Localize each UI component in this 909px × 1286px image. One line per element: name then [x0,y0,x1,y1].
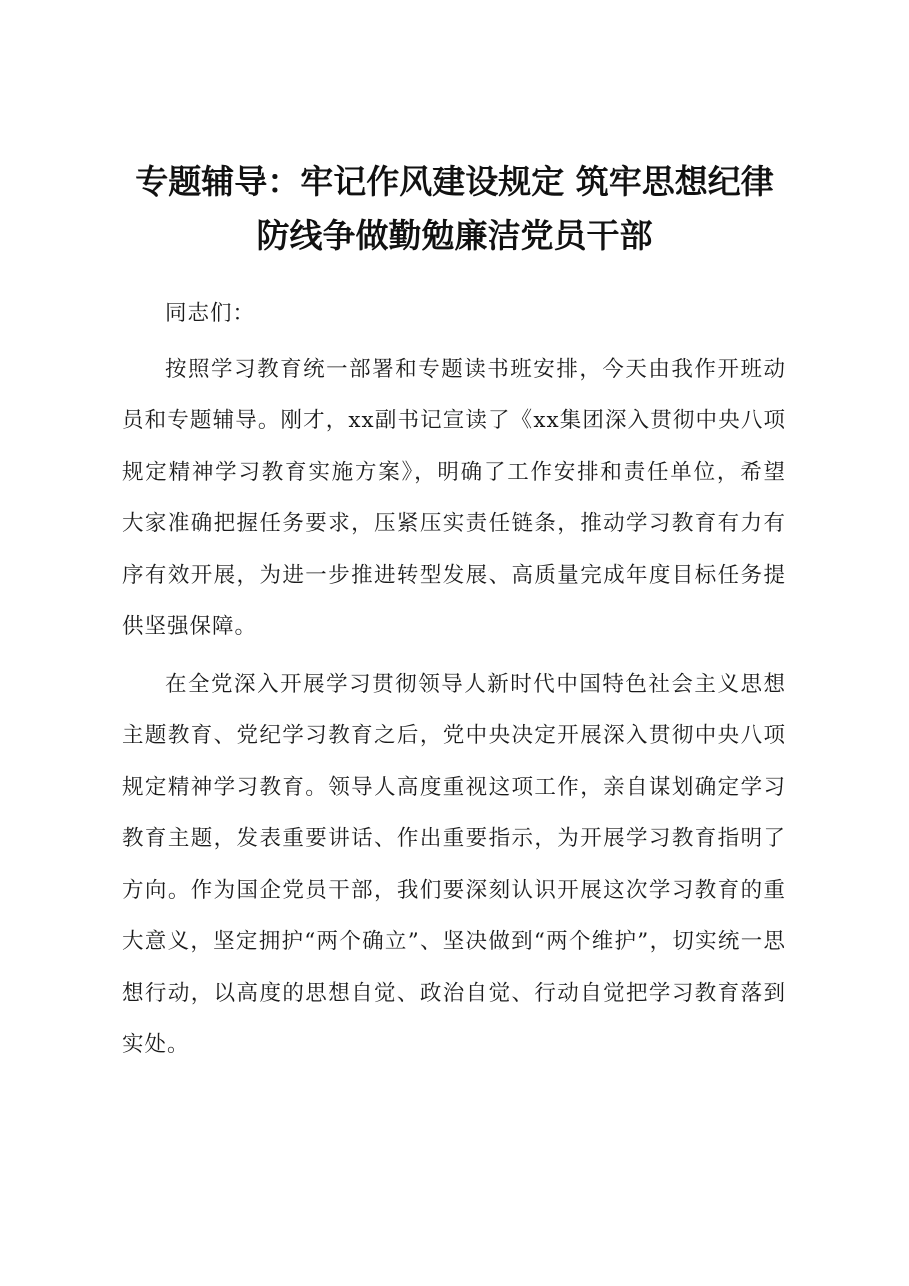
paragraph-2: 在全党深入开展学习贯彻领导人新时代中国特色社会主义思想主题教育、党纪学习教育之后，党中央决定开展深入贯彻中央八项规定精神学习教育。领导人高度重视这项工作，亲自谋划确定学习教育主题，发表重要讲话、作出重要指示，为开展学习教育指明了方向。作为国企党员干部，我们要深刻认识开展这次学习教育的重大意义，坚定拥护“两个确立”、坚决做到“两个维护”，切实统一思想行动，以高度的思想自觉、政治自觉、行动自觉把学习教育落到实处。 [122,671,786,1057]
document-body [122,288,786,1071]
title-line-2: 防线争做勤勉廉洁党员干部 [256,216,653,255]
document-title [100,155,809,263]
title-line-1: 专题辅导：牢记作风建设规定 筑牢思想纪律 [135,162,774,201]
salutation: 同志们： [165,301,256,326]
paragraph-1: 按照学习教育统一部署和专题读书班安排，今天由我作开班动员和专题辅导。刚才，xx副书记宣读了《xx集团深入贯彻中央八项规定精神学习教育实施方案》，明确了工作安排和责任单位，希望大家准确把握任务要求，压紧压实责任链条，推动学习教育有力有序有效开展，为进一步推进转型发展、高质量完成年度目标任务提供坚强保障。 [122,356,786,639]
